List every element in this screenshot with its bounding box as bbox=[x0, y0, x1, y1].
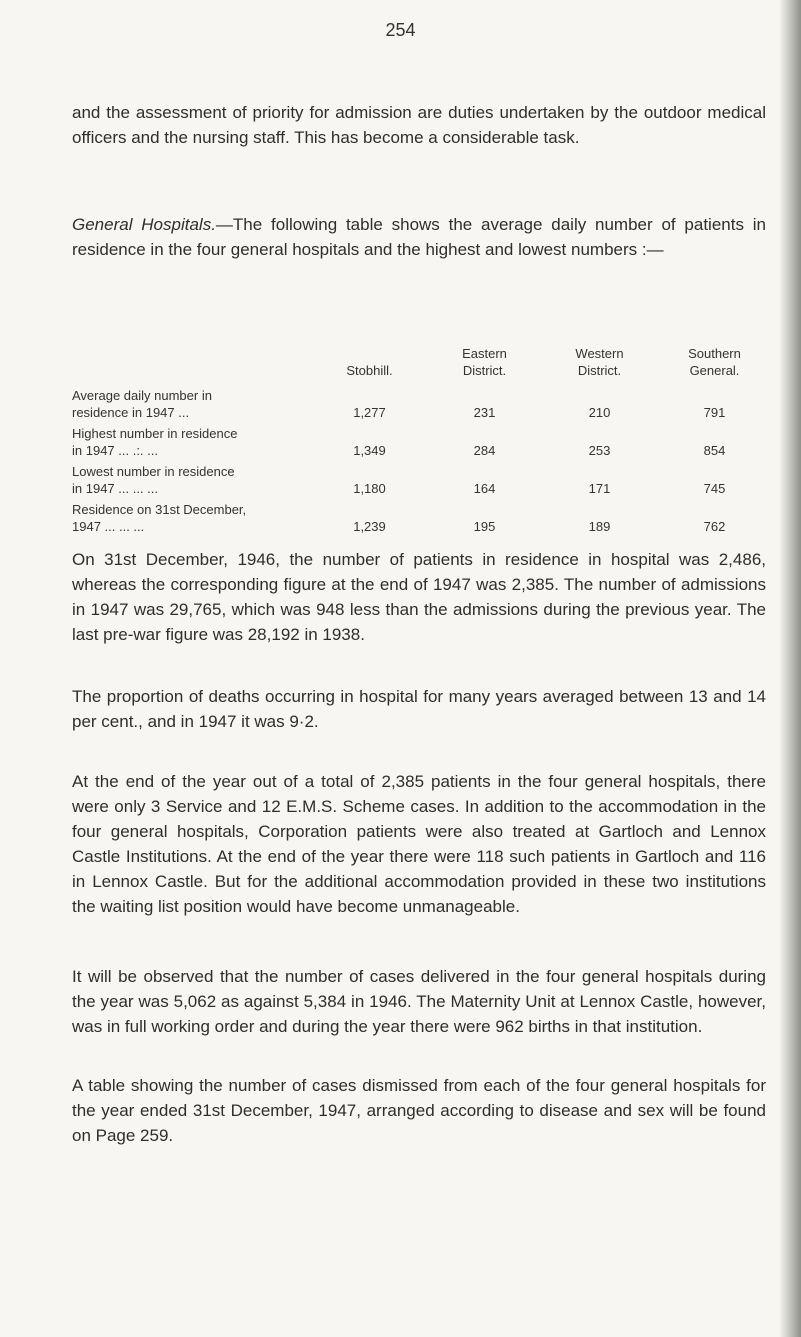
paragraph-residence: On 31st December, 1946, the number of patients in residence in hospital was 2,486, whereas the corresponding figure at the end of 1947 was 2,385. The number of admissions in 1947 was 29,765, which was 948 less than the admissions during the previous year. The last pre-war figure was 28,192 in 1938. bbox=[72, 550, 766, 644]
table-row bbox=[72, 387, 772, 425]
page-number: 254 bbox=[385, 20, 416, 40]
table-row bbox=[72, 463, 772, 501]
section-heading: General Hospitals. bbox=[72, 215, 216, 234]
table-cell: 1,277 bbox=[353, 405, 386, 420]
table-header: Eastern District. bbox=[462, 346, 507, 378]
table-header-row bbox=[72, 345, 772, 387]
table-header-blank bbox=[72, 345, 312, 387]
table-cell: 189 bbox=[588, 519, 611, 534]
table-cell: 791 bbox=[703, 405, 726, 420]
table-row bbox=[72, 501, 772, 539]
table-cell: 195 bbox=[473, 519, 496, 534]
table-cell: 1,180 bbox=[353, 481, 386, 496]
table-header: Western District. bbox=[575, 346, 624, 378]
table-cell: 164 bbox=[473, 481, 496, 496]
table-header: Southern General. bbox=[688, 346, 741, 378]
paragraph-accommodation: At the end of the year out of a total of 2,385 patients in the four general hospitals, there were only 3 Service and 12 E.M.S. Scheme cases. In addition to the accommodation in the four general hospitals, Corporation patients were also treated at Gartloch and Lennox Castle Institutions. At the end of the year there were 118 such patients in Gartloch and 116 in Lennox Castle. But for the additional accommodation provided in these two institutions the waiting list position would have become unmanageable. bbox=[72, 772, 766, 916]
table-row bbox=[72, 425, 772, 463]
table-cell: 231 bbox=[473, 405, 496, 420]
paragraph-intro: and the assessment of priority for admission are duties undertaken by the outdoor medical officers and the nursing staff. This has become a considerable task. bbox=[72, 103, 766, 147]
row-label: Residence on 31st December, 1947 ... ... ... bbox=[72, 502, 247, 534]
table-cell: 284 bbox=[473, 443, 496, 458]
paragraph-maternity: It will be observed that the number of cases delivered in the four general hospitals during the year was 5,062 as against 5,384 in 1946. The Maternity Unit at Lennox Castle, however, was in full working order and during the year there were 962 births in that institution. bbox=[72, 967, 766, 1036]
table-cell: 1,349 bbox=[353, 443, 386, 458]
table-cell: 745 bbox=[703, 481, 726, 496]
table-header: Stobhill. bbox=[346, 363, 393, 378]
row-label: Average daily number in residence in 1947 ... bbox=[72, 388, 212, 420]
paragraph-text: —The following table shows the average daily number of patients in residence in the four general hospitals and the highest and lowest numbers :— bbox=[72, 215, 766, 259]
row-label: Lowest number in residence in 1947 ... ... ... bbox=[72, 464, 235, 496]
table-cell: 854 bbox=[703, 443, 726, 458]
table-cell: 762 bbox=[703, 519, 726, 534]
paragraph-deaths: The proportion of deaths occurring in hospital for many years averaged between 13 and 14 per cent., and in 1947 it was 9·2. bbox=[72, 687, 766, 731]
table-cell: 171 bbox=[588, 481, 611, 496]
table-cell: 210 bbox=[588, 405, 611, 420]
table-cell: 1,239 bbox=[353, 519, 386, 534]
hospital-residence-table bbox=[72, 345, 772, 539]
table-cell: 253 bbox=[588, 443, 611, 458]
paragraph-dismissed-table: A table showing the number of cases dismissed from each of the four general hospitals for the year ended 31st December, 1947, arranged according to disease and sex will be found on Page 259. bbox=[72, 1076, 766, 1145]
row-label: Highest number in residence in 1947 ... .:. ... bbox=[72, 426, 238, 458]
paragraph-general-hospitals bbox=[72, 212, 766, 262]
page-edge-shadow bbox=[779, 0, 801, 1337]
